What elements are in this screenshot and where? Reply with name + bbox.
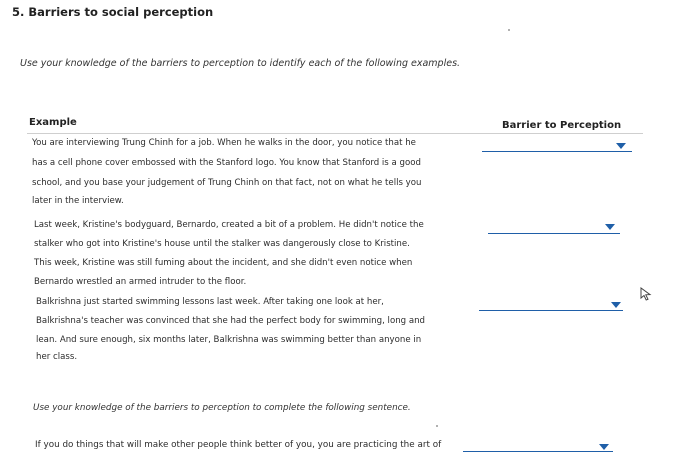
example-row-2-line-2: stalker who got into Kristine's house until the stalker was dangerously close to Kristine. (34, 239, 410, 249)
chevron-down-icon (616, 143, 626, 149)
column-header-example: Example (29, 117, 77, 128)
example-row-2-line-3: This week, Kristine was still fuming about the incident, and she didn't even notice when (34, 258, 413, 268)
barrier-dropdown-3-underline (479, 310, 623, 311)
sentence-instruction: Use your knowledge of the barriers to perception to complete the following sentence. (33, 403, 411, 413)
table-header-rule (27, 133, 643, 134)
sentence-dropdown[interactable] (463, 440, 613, 454)
example-row-3-line-4: her class. (36, 352, 78, 362)
barrier-dropdown-1[interactable] (482, 140, 632, 154)
example-row-3-line-1: Balkrishna just started swimming lessons last week. After taking one look at her, (36, 297, 384, 307)
stray-mark (436, 425, 438, 427)
example-row-1-line-3: school, and you base your judgement of Trung Chinh on that fact, not on what he tells you (32, 178, 422, 188)
mouse-pointer-icon (640, 287, 652, 304)
example-row-3-line-3: lean. And sure enough, six months later, Balkrishna was swimming better than anyone in (36, 335, 422, 345)
chevron-down-icon (611, 302, 621, 308)
column-header-barrier: Barrier to Perception (502, 120, 622, 131)
question-title: 5. Barriers to social perception (12, 5, 214, 19)
chevron-down-icon (605, 224, 615, 230)
sentence-text: If you do things that will make other people think better of you, you are practicing the art of (35, 440, 442, 450)
barrier-dropdown-1-underline (482, 151, 632, 152)
barrier-dropdown-2[interactable] (488, 222, 620, 236)
barrier-dropdown-2-underline (488, 233, 620, 234)
example-row-1-line-2: has a cell phone cover embossed with the Stanford logo. You know that Stanford is a good (32, 158, 421, 168)
example-row-1-line-4: later in the interview. (32, 196, 124, 206)
example-row-3-line-2: Balkrishna's teacher was convinced that she had the perfect body for swimming, long and (36, 316, 425, 326)
example-row-2-line-4: Bernardo wrestled an armed intruder to the floor. (34, 277, 247, 287)
example-row-2-line-1: Last week, Kristine's bodyguard, Bernardo, created a bit of a problem. He didn't notice the (34, 220, 424, 230)
table-instruction: Use your knowledge of the barriers to perception to identify each of the following examples. (20, 58, 461, 69)
sentence-dropdown-underline (463, 451, 613, 452)
stray-mark (508, 29, 510, 31)
barrier-dropdown-3[interactable] (479, 299, 623, 313)
example-row-1-line-1: You are interviewing Trung Chinh for a job. When he walks in the door, you notice that he (32, 138, 416, 148)
chevron-down-icon (599, 444, 609, 450)
